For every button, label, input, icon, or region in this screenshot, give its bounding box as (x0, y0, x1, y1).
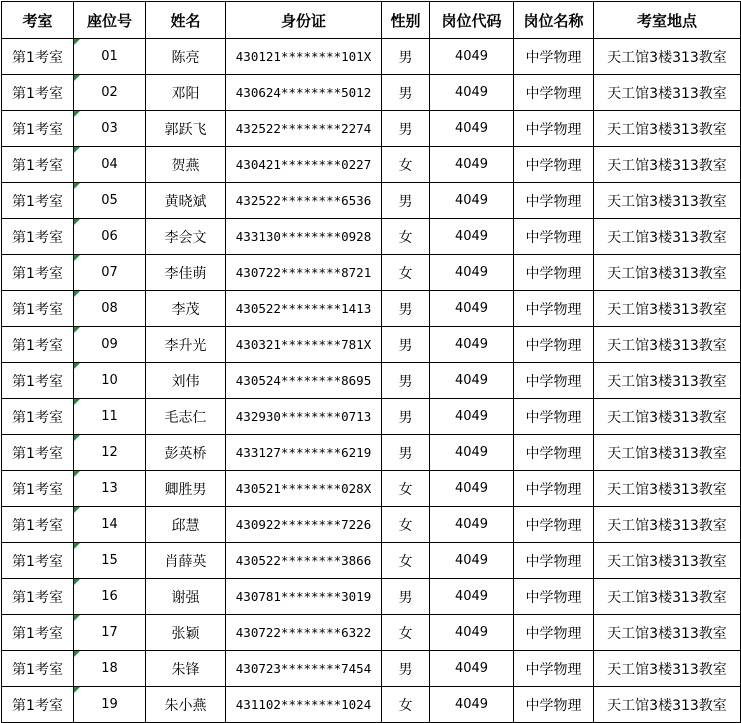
cell-position-name: 中学物理 (514, 183, 594, 219)
header-room: 考室 (2, 2, 74, 39)
cell-position-name: 中学物理 (514, 687, 594, 723)
cell-seat: 04 (74, 147, 146, 183)
cell-position-code: 4049 (430, 651, 514, 687)
cell-location: 天工馆3楼313教室 (594, 687, 741, 723)
cell-location: 天工馆3楼313教室 (594, 39, 741, 75)
cell-position-code: 4049 (430, 291, 514, 327)
cell-id-number: 430922********7226 (226, 507, 382, 543)
cell-position-code: 4049 (430, 327, 514, 363)
cell-seat: 18 (74, 651, 146, 687)
cell-room: 第1考室 (2, 687, 74, 723)
cell-gender: 女 (382, 255, 430, 291)
table-row (2, 363, 741, 399)
cell-room: 第1考室 (2, 39, 74, 75)
cell-name: 张颖 (146, 615, 226, 651)
cell-location: 天工馆3楼313教室 (594, 111, 741, 147)
cell-id-number: 432930********0713 (226, 399, 382, 435)
cell-room: 第1考室 (2, 183, 74, 219)
cell-gender: 男 (382, 363, 430, 399)
cell-seat: 19 (74, 687, 146, 723)
cell-location: 天工馆3楼313教室 (594, 471, 741, 507)
cell-seat: 12 (74, 435, 146, 471)
cell-seat: 01 (74, 39, 146, 75)
cell-position-code: 4049 (430, 219, 514, 255)
cell-room: 第1考室 (2, 471, 74, 507)
table-row (2, 147, 741, 183)
cell-position-name: 中学物理 (514, 327, 594, 363)
cell-gender: 男 (382, 435, 430, 471)
table-row (2, 507, 741, 543)
cell-location: 天工馆3楼313教室 (594, 327, 741, 363)
cell-id-number: 430781********3019 (226, 579, 382, 615)
cell-location: 天工馆3楼313教室 (594, 507, 741, 543)
cell-position-code: 4049 (430, 471, 514, 507)
table-row (2, 687, 741, 723)
cell-id-number: 430722********6322 (226, 615, 382, 651)
cell-room: 第1考室 (2, 579, 74, 615)
cell-position-code: 4049 (430, 579, 514, 615)
cell-id-number: 430521********028X (226, 471, 382, 507)
cell-location: 天工馆3楼313教室 (594, 183, 741, 219)
cell-gender: 女 (382, 219, 430, 255)
cell-location: 天工馆3楼313教室 (594, 147, 741, 183)
cell-seat: 05 (74, 183, 146, 219)
exam-seating-table (1, 1, 741, 723)
cell-position-name: 中学物理 (514, 471, 594, 507)
header-seat: 座位号 (74, 2, 146, 39)
cell-room: 第1考室 (2, 543, 74, 579)
cell-room: 第1考室 (2, 219, 74, 255)
cell-room: 第1考室 (2, 291, 74, 327)
cell-gender: 男 (382, 579, 430, 615)
table-row (2, 111, 741, 147)
table-row (2, 471, 741, 507)
cell-position-code: 4049 (430, 435, 514, 471)
cell-seat: 17 (74, 615, 146, 651)
cell-room: 第1考室 (2, 111, 74, 147)
cell-name: 郭跃飞 (146, 111, 226, 147)
header-row (2, 2, 741, 39)
cell-position-code: 4049 (430, 183, 514, 219)
cell-name: 邓阳 (146, 75, 226, 111)
table-row (2, 543, 741, 579)
cell-position-code: 4049 (430, 147, 514, 183)
cell-position-code: 4049 (430, 363, 514, 399)
cell-position-code: 4049 (430, 111, 514, 147)
cell-id-number: 430722********8721 (226, 255, 382, 291)
cell-name: 李会文 (146, 219, 226, 255)
cell-seat: 10 (74, 363, 146, 399)
cell-gender: 男 (382, 291, 430, 327)
cell-position-name: 中学物理 (514, 651, 594, 687)
header-location: 考室地点 (594, 2, 741, 39)
table-row (2, 183, 741, 219)
cell-position-name: 中学物理 (514, 507, 594, 543)
cell-seat: 15 (74, 543, 146, 579)
cell-id-number: 430524********8695 (226, 363, 382, 399)
cell-seat: 06 (74, 219, 146, 255)
cell-gender: 女 (382, 687, 430, 723)
cell-name: 李茂 (146, 291, 226, 327)
table-row (2, 435, 741, 471)
cell-location: 天工馆3楼313教室 (594, 651, 741, 687)
cell-gender: 男 (382, 75, 430, 111)
cell-location: 天工馆3楼313教室 (594, 399, 741, 435)
cell-position-code: 4049 (430, 399, 514, 435)
table-row (2, 39, 741, 75)
cell-location: 天工馆3楼313教室 (594, 579, 741, 615)
cell-position-code: 4049 (430, 507, 514, 543)
cell-room: 第1考室 (2, 327, 74, 363)
cell-position-name: 中学物理 (514, 435, 594, 471)
cell-id-number: 433130********0928 (226, 219, 382, 255)
cell-position-name: 中学物理 (514, 291, 594, 327)
cell-name: 黄晓斌 (146, 183, 226, 219)
cell-location: 天工馆3楼313教室 (594, 75, 741, 111)
cell-position-code: 4049 (430, 543, 514, 579)
cell-name: 谢强 (146, 579, 226, 615)
cell-position-name: 中学物理 (514, 363, 594, 399)
cell-gender: 男 (382, 183, 430, 219)
cell-id-number: 430723********7454 (226, 651, 382, 687)
cell-id-number: 431102********1024 (226, 687, 382, 723)
cell-seat: 08 (74, 291, 146, 327)
cell-name: 朱锋 (146, 651, 226, 687)
cell-location: 天工馆3楼313教室 (594, 543, 741, 579)
table-row (2, 75, 741, 111)
cell-room: 第1考室 (2, 75, 74, 111)
cell-id-number: 433127********6219 (226, 435, 382, 471)
cell-gender: 男 (382, 651, 430, 687)
cell-id-number: 432522********2274 (226, 111, 382, 147)
cell-name: 李佳萌 (146, 255, 226, 291)
table-row (2, 399, 741, 435)
cell-seat: 02 (74, 75, 146, 111)
table-row (2, 327, 741, 363)
cell-name: 毛志仁 (146, 399, 226, 435)
table-row (2, 579, 741, 615)
cell-seat: 07 (74, 255, 146, 291)
cell-name: 朱小燕 (146, 687, 226, 723)
cell-position-code: 4049 (430, 615, 514, 651)
cell-seat: 16 (74, 579, 146, 615)
header-position-code: 岗位代码 (430, 2, 514, 39)
cell-position-name: 中学物理 (514, 579, 594, 615)
header-id-number: 身份证 (226, 2, 382, 39)
cell-position-code: 4049 (430, 75, 514, 111)
cell-id-number: 430121********101X (226, 39, 382, 75)
cell-id-number: 430421********0227 (226, 147, 382, 183)
cell-location: 天工馆3楼313教室 (594, 219, 741, 255)
cell-gender: 女 (382, 615, 430, 651)
cell-name: 李升光 (146, 327, 226, 363)
cell-room: 第1考室 (2, 363, 74, 399)
cell-position-name: 中学物理 (514, 543, 594, 579)
cell-room: 第1考室 (2, 435, 74, 471)
cell-position-code: 4049 (430, 687, 514, 723)
header-gender: 性别 (382, 2, 430, 39)
cell-position-name: 中学物理 (514, 399, 594, 435)
cell-name: 彭英桥 (146, 435, 226, 471)
cell-gender: 男 (382, 39, 430, 75)
cell-room: 第1考室 (2, 651, 74, 687)
cell-gender: 女 (382, 507, 430, 543)
cell-position-name: 中学物理 (514, 111, 594, 147)
cell-position-code: 4049 (430, 39, 514, 75)
header-position-name: 岗位名称 (514, 2, 594, 39)
cell-name: 陈亮 (146, 39, 226, 75)
cell-location: 天工馆3楼313教室 (594, 363, 741, 399)
cell-seat: 13 (74, 471, 146, 507)
cell-gender: 女 (382, 471, 430, 507)
table-row (2, 291, 741, 327)
cell-gender: 女 (382, 543, 430, 579)
cell-name: 邱慧 (146, 507, 226, 543)
cell-room: 第1考室 (2, 507, 74, 543)
cell-name: 卿胜男 (146, 471, 226, 507)
cell-location: 天工馆3楼313教室 (594, 435, 741, 471)
cell-room: 第1考室 (2, 147, 74, 183)
cell-position-name: 中学物理 (514, 219, 594, 255)
cell-location: 天工馆3楼313教室 (594, 615, 741, 651)
cell-room: 第1考室 (2, 615, 74, 651)
cell-name: 刘伟 (146, 363, 226, 399)
cell-id-number: 430522********1413 (226, 291, 382, 327)
cell-seat: 03 (74, 111, 146, 147)
cell-gender: 男 (382, 327, 430, 363)
cell-seat: 11 (74, 399, 146, 435)
cell-gender: 女 (382, 147, 430, 183)
cell-name: 肖薛英 (146, 543, 226, 579)
cell-position-name: 中学物理 (514, 147, 594, 183)
table-row (2, 615, 741, 651)
cell-id-number: 432522********6536 (226, 183, 382, 219)
cell-position-name: 中学物理 (514, 75, 594, 111)
cell-seat: 14 (74, 507, 146, 543)
cell-gender: 男 (382, 399, 430, 435)
cell-position-code: 4049 (430, 255, 514, 291)
cell-id-number: 430624********5012 (226, 75, 382, 111)
cell-id-number: 430522********3866 (226, 543, 382, 579)
table-row (2, 651, 741, 687)
cell-gender: 男 (382, 111, 430, 147)
cell-room: 第1考室 (2, 399, 74, 435)
header-name: 姓名 (146, 2, 226, 39)
cell-name: 贺燕 (146, 147, 226, 183)
cell-location: 天工馆3楼313教室 (594, 291, 741, 327)
cell-seat: 09 (74, 327, 146, 363)
cell-id-number: 430321********781X (226, 327, 382, 363)
cell-location: 天工馆3楼313教室 (594, 255, 741, 291)
table-row (2, 255, 741, 291)
cell-position-name: 中学物理 (514, 39, 594, 75)
table-row (2, 219, 741, 255)
cell-position-name: 中学物理 (514, 615, 594, 651)
cell-room: 第1考室 (2, 255, 74, 291)
cell-position-name: 中学物理 (514, 255, 594, 291)
